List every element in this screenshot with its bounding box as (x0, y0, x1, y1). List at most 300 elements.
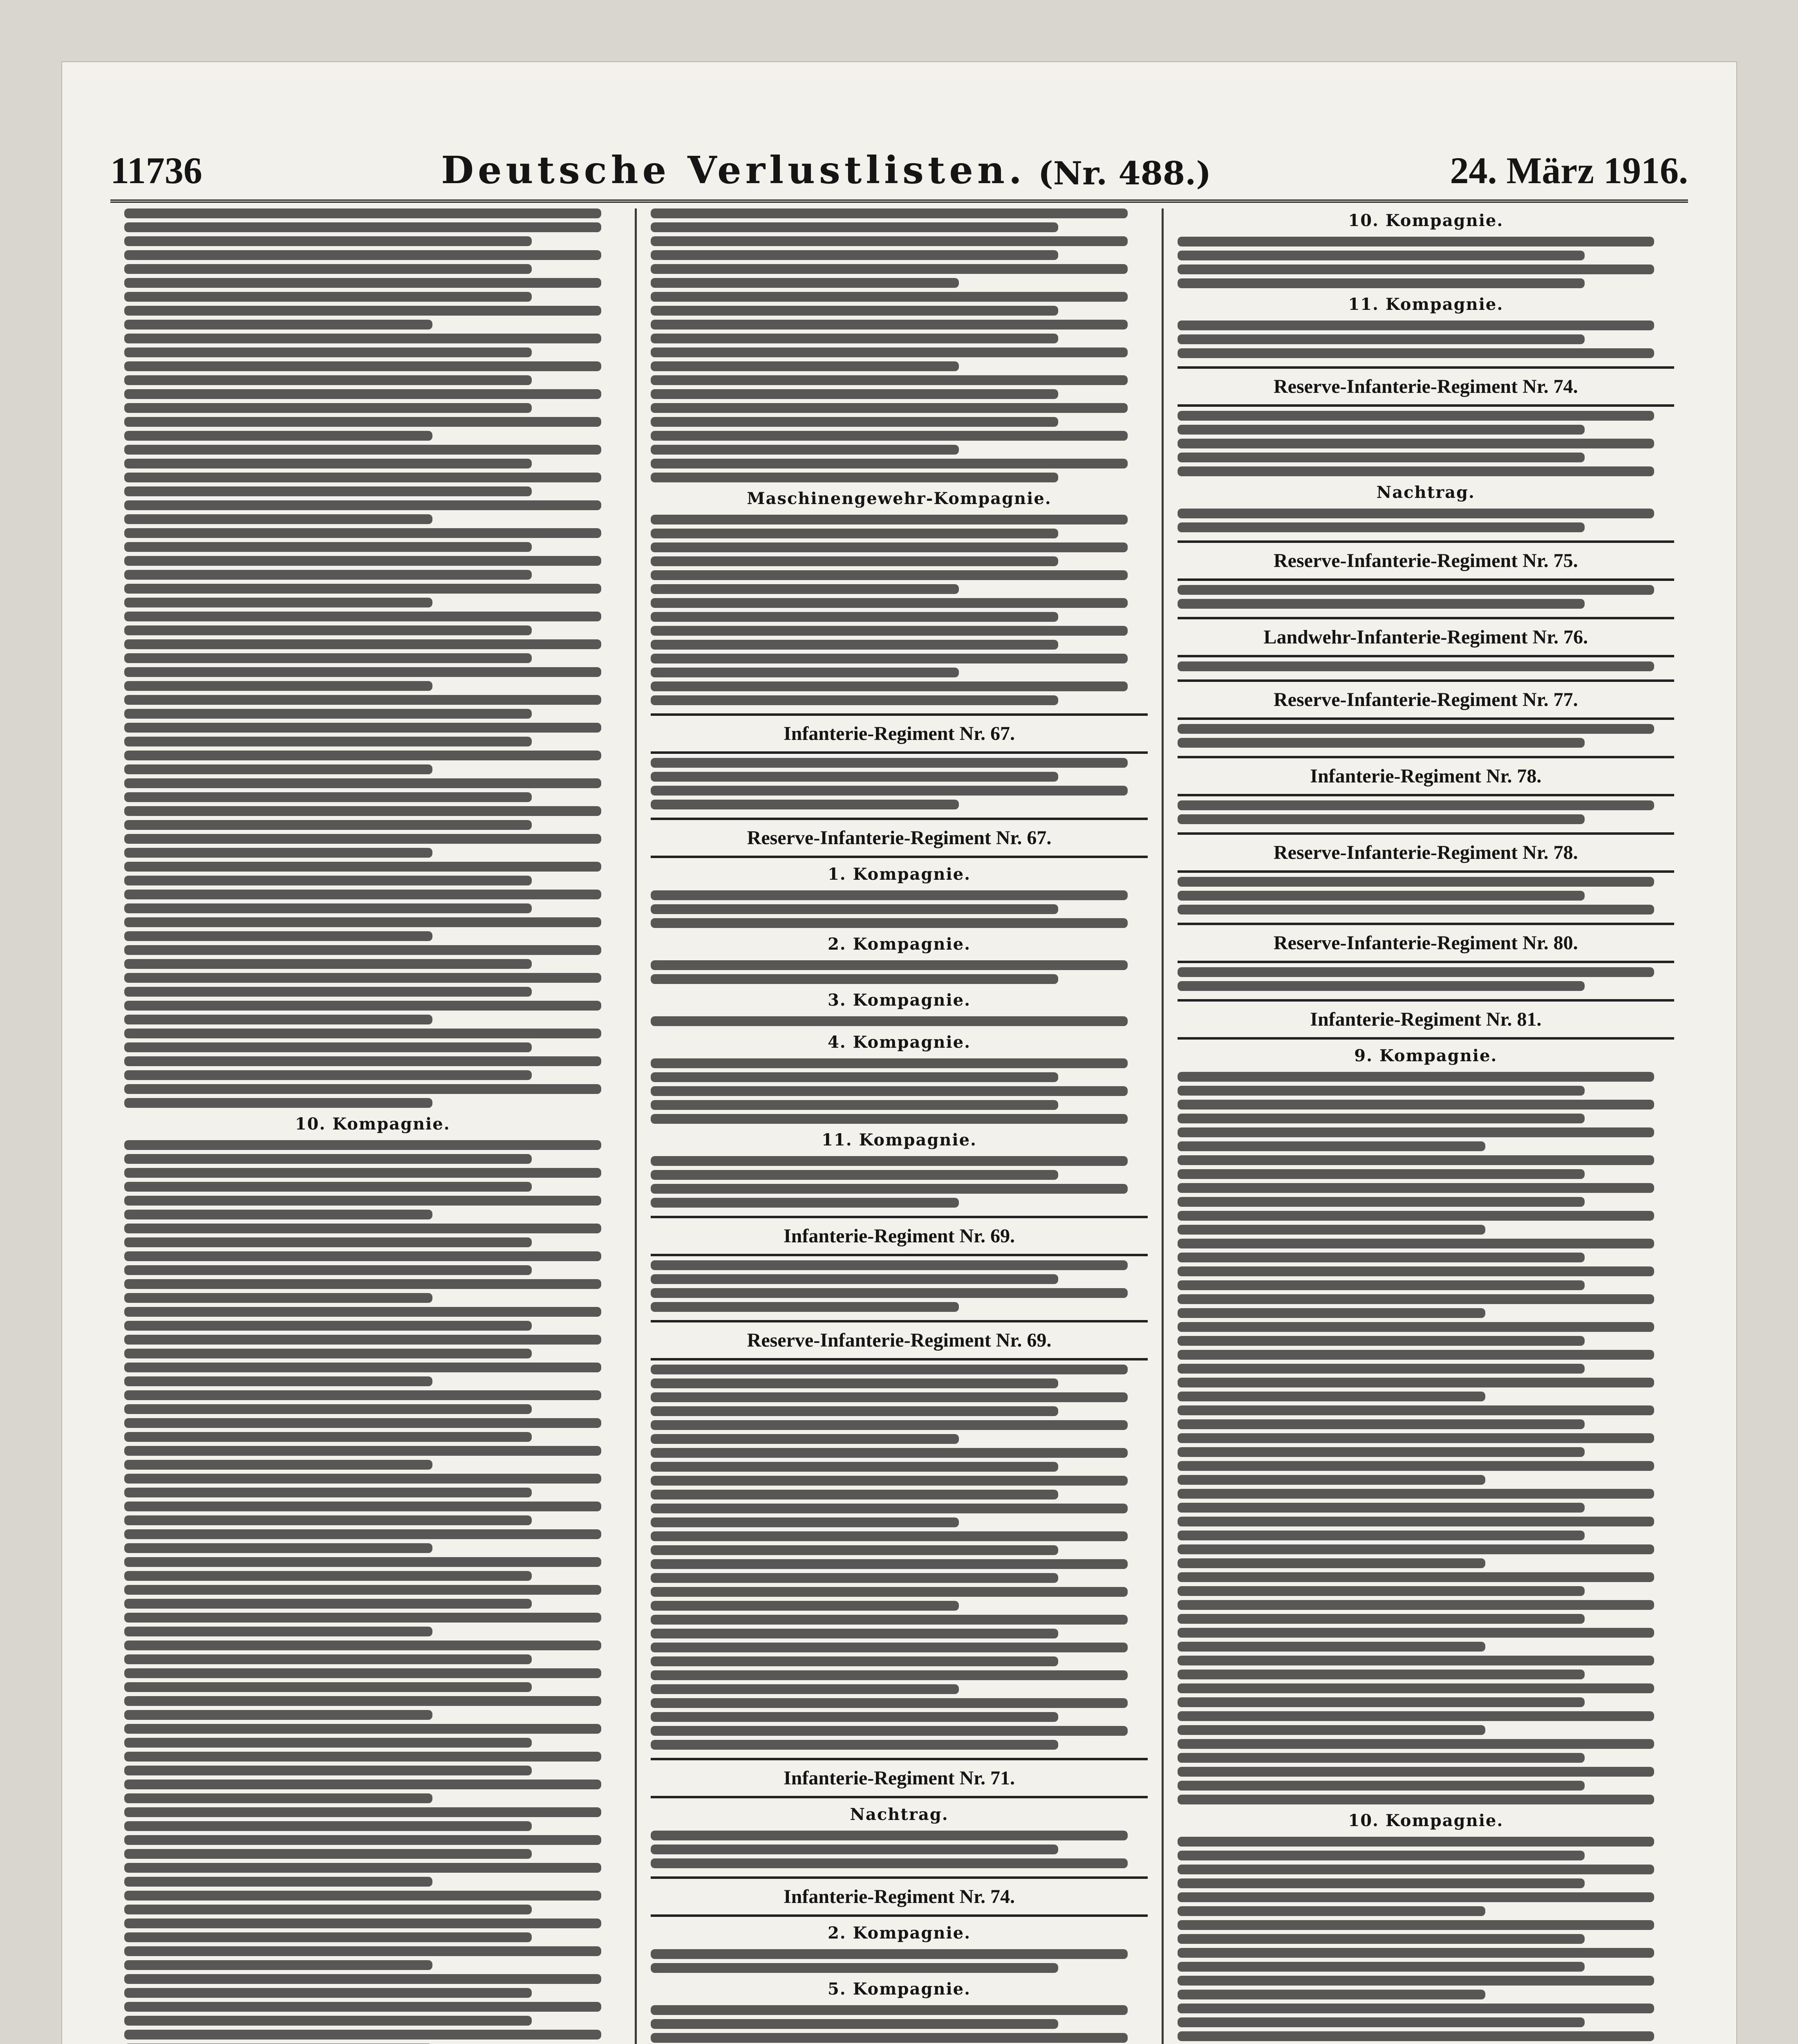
text-line (651, 264, 1128, 274)
subsection-header: 11. Kompagnie. (1348, 295, 1504, 314)
text-line (1178, 1642, 1486, 1652)
regiment-section (1178, 923, 1674, 963)
text-line (124, 1696, 601, 1706)
text-line (1178, 1517, 1655, 1526)
text-line (651, 292, 1128, 302)
text-line (124, 1265, 532, 1275)
text-line (651, 1100, 1058, 1110)
text-line (1178, 1072, 1655, 1082)
text-line (651, 403, 1128, 413)
text-line (124, 1307, 601, 1317)
text-line (124, 1807, 601, 1817)
text-line (124, 1752, 601, 1762)
text-line (124, 1237, 532, 1247)
text-line (651, 320, 1128, 329)
text-line (651, 1420, 1128, 1430)
text-line (124, 848, 432, 858)
text-line (651, 389, 1058, 399)
text-line (1178, 237, 1655, 247)
text-line (651, 974, 1058, 984)
regiment-header: Infanterie-Regiment Nr. 67. (651, 713, 1147, 754)
text-line (651, 890, 1128, 900)
text-line (651, 904, 1058, 914)
regiment-section (1178, 999, 1674, 1040)
text-line (124, 1515, 532, 1525)
text-line (124, 612, 601, 621)
text-line (124, 806, 601, 816)
text-line (124, 1140, 601, 1150)
text-line (1178, 1962, 1585, 1972)
text-line (651, 556, 1058, 566)
text-line (1178, 1280, 1585, 1290)
text-line (651, 1601, 959, 1611)
text-line (1178, 466, 1655, 476)
text-line (651, 1260, 1128, 1270)
text-line (651, 222, 1058, 232)
text-line (1178, 1211, 1655, 1221)
regiment-section (1178, 540, 1674, 581)
text-line (1178, 1892, 1655, 1902)
text-line (124, 917, 601, 927)
text-line (124, 625, 532, 635)
text-line (124, 862, 601, 872)
text-line (124, 792, 532, 802)
text-line (651, 375, 1128, 385)
text-line (124, 1946, 601, 1956)
text-line (1178, 1558, 1486, 1568)
text-line (651, 1643, 1128, 1652)
regiment-section (1178, 832, 1674, 873)
text-line (124, 1849, 532, 1859)
text-line (1178, 264, 1655, 274)
text-line (651, 1490, 1058, 1499)
text-line (651, 1615, 1128, 1625)
text-line (651, 681, 1128, 691)
text-line (1178, 1239, 1655, 1248)
text-line (651, 1016, 1128, 1026)
text-line (1178, 1739, 1655, 1749)
regiment-header: Infanterie-Regiment Nr. 74. (651, 1876, 1147, 1917)
text-line (124, 723, 601, 733)
text-line (1178, 891, 1585, 901)
columns (110, 208, 1688, 2044)
text-line (1178, 1475, 1486, 1485)
text-line (1178, 738, 1585, 748)
regiment-header: Reserve-Infanterie-Regiment Nr. 67. (651, 818, 1147, 858)
text-line (1178, 814, 1585, 824)
text-line (651, 529, 1058, 538)
text-line (651, 1559, 1128, 1569)
text-line (124, 1182, 532, 1192)
text-line (1178, 453, 1585, 462)
text-line (651, 654, 1128, 663)
regiment-header: Infanterie-Regiment Nr. 81. (1178, 999, 1674, 1040)
text-line (124, 1390, 601, 1400)
text-line (124, 459, 532, 468)
text-line (124, 556, 601, 566)
text-line (1178, 1920, 1655, 1930)
column-1 (110, 208, 635, 2044)
text-line (1178, 1906, 1486, 1916)
text-line (651, 1156, 1128, 1166)
text-line (124, 292, 532, 302)
text-line (124, 1918, 601, 1928)
text-line (651, 1545, 1058, 1555)
text-line (124, 1793, 432, 1803)
text-line (124, 2016, 532, 2026)
text-line (124, 222, 601, 232)
regiment-header: Reserve-Infanterie-Regiment Nr. 75. (1178, 540, 1674, 581)
text-line (124, 486, 532, 496)
text-line (651, 1378, 1058, 1388)
regiment-header: Reserve-Infanterie-Regiment Nr. 77. (1178, 679, 1674, 720)
text-line (1178, 1934, 1585, 1944)
text-line (651, 1184, 1128, 1194)
text-line (1178, 1322, 1655, 1332)
text-line (124, 1599, 532, 1609)
text-line (651, 278, 959, 288)
text-line (124, 959, 532, 969)
text-line (124, 737, 532, 746)
regiment-section (1178, 679, 1674, 720)
text-line (651, 334, 1058, 343)
text-line (124, 890, 601, 899)
text-line (1178, 599, 1585, 609)
text-line (1178, 1697, 1585, 1707)
regiment-section (1178, 756, 1674, 796)
text-line (651, 1573, 1058, 1583)
regiment-header: Landwehr-Infanterie-Regiment Nr. 76. (1178, 617, 1674, 657)
text-line (124, 1418, 601, 1428)
page-number: 11736 (110, 150, 202, 191)
text-line (124, 1224, 601, 1233)
text-line (124, 1738, 532, 1748)
text-line (124, 667, 601, 677)
text-line (1178, 800, 1655, 810)
issue-number: (Nr. 488.) (1038, 155, 1211, 192)
text-line (124, 389, 601, 399)
text-line (1178, 1572, 1655, 1582)
text-line (1178, 1489, 1655, 1499)
text-line (124, 1863, 601, 1873)
text-line (1178, 1865, 1655, 1874)
text-line (124, 1404, 532, 1414)
publication-date: 24. März 1916. (1450, 150, 1688, 191)
text-line (124, 778, 601, 788)
text-line (651, 612, 1058, 622)
text-line (651, 626, 1128, 636)
text-line (124, 1585, 601, 1595)
text-line (124, 598, 432, 607)
text-line (651, 1858, 1128, 1868)
text-line (1178, 1197, 1585, 1207)
text-line (651, 1170, 1058, 1180)
text-line (1178, 1127, 1655, 1137)
subsection-header: 2. Kompagnie. (827, 935, 971, 954)
text-line (124, 751, 601, 760)
text-line (1178, 1155, 1655, 1165)
text-line (124, 931, 432, 941)
text-line (651, 1504, 1128, 1513)
subsection-header: Maschinengewehr-Kompagnie. (747, 489, 1052, 508)
text-line (1178, 1600, 1655, 1610)
regiment-section (1178, 366, 1674, 407)
text-line (1178, 1767, 1655, 1777)
subsection-header: 5. Kompagnie. (827, 1979, 971, 1999)
subsection-header: Nachtrag. (1376, 483, 1475, 502)
text-line (651, 1448, 1128, 1458)
text-line (651, 918, 1128, 928)
text-line (1178, 1795, 1655, 1804)
text-line (124, 1363, 601, 1372)
text-line (124, 1780, 601, 1789)
text-line (124, 1084, 601, 1094)
text-line (1178, 905, 1655, 914)
text-line (124, 1974, 601, 1984)
text-line (1178, 1266, 1655, 1276)
text-line (1178, 1392, 1486, 1401)
text-line (1178, 1851, 1585, 1860)
text-line (124, 514, 432, 524)
text-line (651, 347, 1128, 357)
text-line (124, 306, 601, 316)
text-line (651, 1406, 1058, 1416)
text-line (651, 306, 1058, 316)
text-line (1178, 509, 1655, 518)
regiment-header: Infanterie-Regiment Nr. 71. (651, 1758, 1147, 1798)
text-line (124, 1766, 532, 1775)
text-line (651, 668, 959, 677)
text-line (124, 347, 532, 357)
text-line (1178, 1503, 1585, 1513)
text-line (124, 1557, 601, 1567)
regiment-section (651, 1758, 1147, 1798)
text-line (1178, 2031, 1655, 2041)
text-line (1178, 1461, 1655, 1471)
text-line (124, 1627, 432, 1636)
text-line (1178, 724, 1655, 734)
text-line (124, 1056, 601, 1066)
text-line (1178, 1948, 1655, 1958)
text-line (124, 1042, 532, 1052)
text-line (651, 417, 1058, 427)
subsection-header: 10. Kompagnie. (295, 1114, 450, 1134)
regiment-section (651, 1876, 1147, 1917)
text-line (651, 695, 1058, 705)
text-line (1178, 1169, 1585, 1179)
text-line (124, 1293, 432, 1303)
text-line (124, 1891, 601, 1901)
text-line (1178, 1419, 1585, 1429)
text-line (1178, 1614, 1585, 1624)
text-line (651, 1670, 1128, 1680)
regiment-section (651, 818, 1147, 858)
text-line (651, 960, 1128, 970)
subsection-header: 11. Kompagnie. (822, 1130, 977, 1150)
text-line (1178, 1086, 1585, 1096)
text-line (651, 473, 1058, 482)
text-line (651, 1531, 1128, 1541)
text-line (1178, 1531, 1585, 1540)
text-line (124, 2030, 601, 2040)
page-header (110, 131, 1688, 203)
regiment-section (651, 713, 1147, 754)
text-line (124, 1488, 532, 1497)
subsection-header: 10. Kompagnie. (1348, 211, 1504, 230)
text-line (1178, 251, 1585, 260)
regiment-header: Reserve-Infanterie-Regiment Nr. 74. (1178, 366, 1674, 407)
text-line (124, 1960, 432, 1970)
text-line (124, 764, 432, 774)
text-line (124, 1321, 532, 1331)
text-line (124, 1098, 432, 1108)
text-line (124, 1376, 432, 1386)
text-line (124, 681, 432, 691)
text-line (124, 250, 601, 260)
text-line (1178, 522, 1585, 532)
regiment-header: Reserve-Infanterie-Regiment Nr. 69. (651, 1320, 1147, 1360)
text-line (124, 1529, 601, 1539)
column-2 (635, 208, 1161, 2044)
text-line (651, 1517, 959, 1527)
text-line (124, 2002, 601, 2012)
text-line (651, 2019, 1058, 2029)
text-line (124, 570, 532, 580)
text-line (1178, 278, 1585, 288)
text-line (651, 208, 1128, 218)
text-line (124, 403, 532, 413)
text-line (124, 1988, 532, 1998)
text-line (651, 2005, 1128, 2015)
text-line (124, 653, 532, 663)
regiment-header: Reserve-Infanterie-Regiment Nr. 80. (1178, 923, 1674, 963)
text-line (124, 1168, 601, 1178)
text-line (1178, 1378, 1655, 1387)
text-line (1178, 981, 1585, 991)
text-line (651, 570, 1128, 580)
text-line (651, 250, 1058, 260)
text-line (651, 1587, 1128, 1597)
text-line (1178, 1350, 1655, 1360)
text-line (1178, 1433, 1655, 1443)
text-line (124, 500, 601, 510)
text-line (124, 876, 532, 885)
publication-title: Deutsche Verlustlisten. (441, 148, 1026, 192)
text-line (1178, 1586, 1585, 1596)
text-line (651, 445, 959, 455)
text-line (124, 1251, 601, 1261)
text-line (1178, 1990, 1486, 1999)
text-line (124, 1571, 532, 1581)
text-line (124, 820, 532, 830)
text-line (124, 903, 532, 913)
subsection-header: 3. Kompagnie. (827, 991, 971, 1010)
text-line (124, 1543, 432, 1553)
text-line (124, 1460, 432, 1470)
text-line (1178, 967, 1655, 977)
text-line (651, 1949, 1128, 1959)
text-line (651, 1086, 1128, 1096)
text-line (124, 1210, 432, 1219)
text-line (651, 361, 959, 371)
text-line (124, 1070, 532, 1080)
text-line (124, 1154, 532, 1164)
text-line (1178, 1141, 1486, 1151)
text-line (651, 515, 1128, 524)
text-line (651, 1831, 1128, 1840)
text-line (651, 1274, 1058, 1284)
text-line (124, 695, 601, 705)
text-line (1178, 1405, 1655, 1415)
text-line (124, 1724, 601, 1734)
text-line (124, 1029, 601, 1038)
text-line (1178, 1878, 1585, 1888)
regiment-header: Infanterie-Regiment Nr. 78. (1178, 756, 1674, 796)
text-line (124, 584, 601, 594)
text-line (124, 473, 601, 482)
text-line (124, 1432, 532, 1442)
text-line (651, 1629, 1058, 1638)
text-line (651, 598, 1128, 608)
column-3 (1162, 208, 1688, 2044)
text-line (1178, 1447, 1585, 1457)
regiment-header: Reserve-Infanterie-Regiment Nr. 78. (1178, 832, 1674, 873)
text-line (124, 1474, 601, 1484)
text-line (1178, 439, 1655, 448)
text-line (124, 1335, 601, 1345)
subsection-header: 1. Kompagnie. (827, 865, 971, 884)
text-line (1178, 1837, 1655, 1847)
text-line (124, 236, 532, 246)
text-line (651, 1656, 1058, 1666)
text-line (1178, 1225, 1486, 1235)
text-line (124, 278, 601, 288)
text-line (1178, 320, 1655, 330)
text-line (1178, 1683, 1655, 1693)
text-line (651, 1476, 1128, 1486)
text-line (124, 320, 432, 329)
text-line (1178, 1711, 1655, 1721)
text-line (651, 1434, 959, 1444)
text-line (1178, 1976, 1655, 1986)
text-line (1178, 1100, 1655, 1109)
text-line (651, 786, 1128, 796)
text-line (124, 1682, 532, 1692)
text-line (1178, 585, 1655, 595)
text-line (1178, 1670, 1585, 1679)
text-line (124, 1502, 601, 1511)
text-line (651, 431, 1128, 441)
text-line (124, 361, 601, 371)
text-line (1178, 348, 1655, 358)
text-line (1178, 411, 1655, 421)
text-line (1178, 1544, 1655, 1554)
text-line (1178, 1753, 1585, 1763)
text-line (124, 987, 532, 997)
subsection-header: Nachtrag. (850, 1805, 949, 1824)
text-line (651, 584, 959, 594)
regiment-section (651, 1320, 1147, 1360)
text-line (124, 1015, 432, 1024)
text-line (124, 1279, 601, 1289)
text-line (124, 1001, 601, 1011)
text-line (124, 1877, 432, 1887)
text-line (651, 1288, 1128, 1298)
text-line (124, 208, 601, 218)
text-line (651, 1726, 1128, 1736)
text-line (124, 1446, 601, 1456)
text-line (651, 1302, 959, 1312)
